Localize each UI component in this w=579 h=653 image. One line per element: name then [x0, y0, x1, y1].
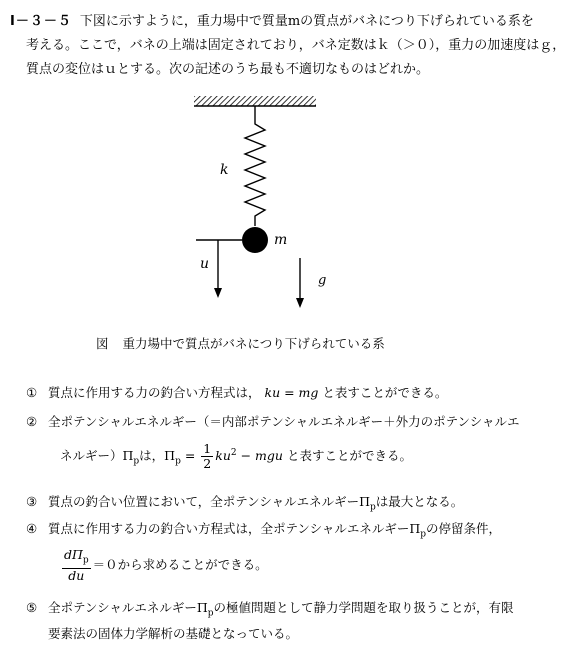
caption-text: 重力場中で質点がバネにつり下げられている系	[122, 336, 385, 351]
mass	[242, 227, 268, 253]
spring-label: k	[220, 162, 229, 178]
mass-label: m	[274, 232, 288, 248]
option-2-continued: ネルギー）$\Pi_p$は，$\Pi_p$ = $\frac{1}{2}$ $ku^2$ − mgu と表すことができる。	[60, 441, 412, 471]
figure-caption	[96, 334, 385, 352]
option-1: ① 質点に作用する力の釣合い方程式は， ku = mg と表すことができる。	[26, 385, 448, 400]
question-line-3: 質点の変位はｕとする。次の記述のうち最も不適切なものはどれか。	[26, 62, 430, 77]
question-text-1: 下図に示すように，重力場中で質量mの質点がバネにつり下げられている系を	[79, 14, 534, 29]
option-4-continued: $\frac{d\Pi_p}{du}$ ＝０から求めることができる。	[64, 547, 268, 583]
gravity-label: g	[318, 273, 327, 288]
fixed-support	[194, 96, 316, 106]
fraction-half: $\frac{1}{2}$	[203, 441, 212, 471]
option-2: ② 全ポテンシャルエネルギー（＝内部ポテンシャルエネルギー＋外力のポテンシャルエ	[26, 414, 520, 429]
option-3: ③ 質点の釣合い位置において，全ポテンシャルエネルギー$\Pi_p$は最大となる。	[26, 494, 464, 513]
question-id: Ⅰ－３－５	[10, 14, 72, 29]
displacement-label: u	[200, 256, 210, 272]
spring	[245, 106, 265, 226]
option-5: ⑤ 全ポテンシャルエネルギー$\Pi_p$の極値問題として静力学問題を取り扱うことが，有限	[26, 600, 514, 619]
spring-mass-figure	[160, 96, 400, 326]
question-line-2: 考える。ここで，バネの上端は固定されており，バネ定数はｋ（＞０），重力の加速度はｇ，	[26, 38, 566, 53]
caption-prefix: 図	[96, 336, 109, 351]
question-line-1	[10, 10, 534, 29]
fraction-derivative: $\frac{d\Pi_p}{du}$	[64, 547, 89, 583]
option-4: ④ 質点に作用する力の釣合い方程式は，全ポテンシャルエネルギー$\Pi_p$の停留条件，	[26, 521, 501, 540]
option-5-continued: 要素法の固体力学解析の基礎となっている。	[48, 626, 299, 641]
